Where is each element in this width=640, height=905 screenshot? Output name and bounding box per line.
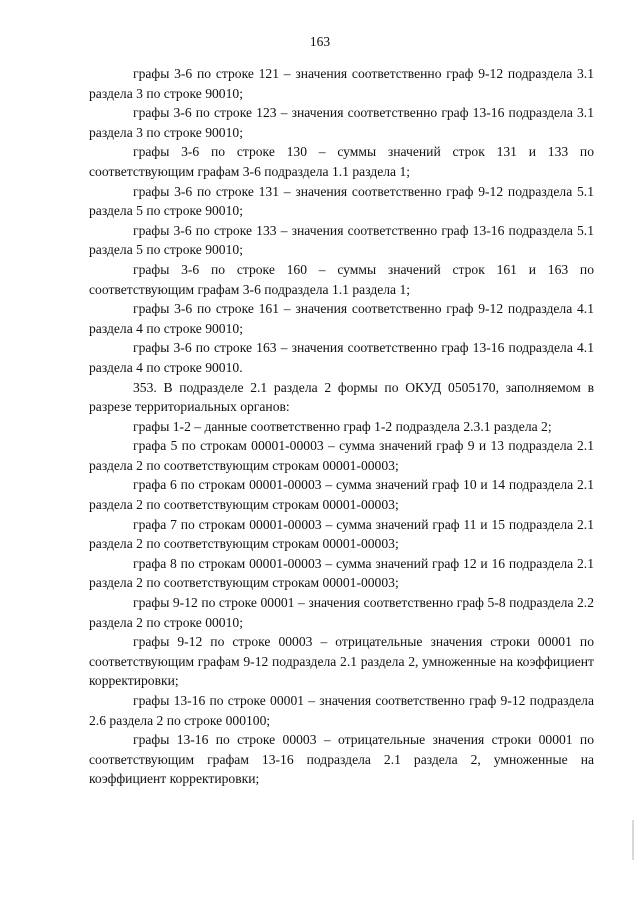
paragraph: графы 3-6 по строке 130 – суммы значений строк 131 и 133 по соответствующим графам 3-6 подраздела 1.1 раздела 1; <box>89 144 594 179</box>
paragraph: графа 7 по строкам 00001-00003 – сумма значений граф 11 и 15 подраздела 2.1 раздела 2 по соответствующим строкам 00001-00003; <box>89 516 594 552</box>
paragraph: графы 3-6 по строке 131 – значения соответственно граф 9-12 подраздела 5.1 раздела 5 по строке 90010; <box>89 183 594 219</box>
paragraph: графы 3-6 по строке 121 – значения соответственно граф 9-12 подраздела 3.1 раздела 3 по строке 90010; <box>89 66 594 101</box>
paragraph: графы 3-6 по строке 123 – значения соответственно граф 13-16 подраздела 3.1 раздела 3 по строке 90010; <box>89 105 594 140</box>
paragraph: графы 3-6 по строке 163 – значения соответственно граф 13-16 подраздела 4.1 раздела 4 по строке 90010. <box>89 340 594 375</box>
paragraph: графа 5 по строкам 00001-00003 – сумма значений граф 9 и 13 подраздела 2.1 раздела 2 по соответствующим строкам 00001-00003; <box>89 438 594 473</box>
paragraph: графы 3-6 по строке 133 – значения соответственно граф 13-16 подраздела 5.1 раздела 5 по строке 90010; <box>89 222 594 258</box>
paragraph: графы 1-2 – данные соответственно граф 1-2 подраздела 2.3.1 раздела 2; <box>133 418 552 434</box>
document-body <box>89 64 594 789</box>
section-paragraph: 353. В подразделе 2.1 раздела 2 формы по ОКУД 0505170, заполняемом в разрезе территориальных органов: <box>89 379 594 415</box>
paragraph: графы 3-6 по строке 161 – значения соответственно граф 9-12 подраздела 4.1 раздела 4 по строке 90010; <box>89 301 594 336</box>
paragraph: графа 8 по строкам 00001-00003 – сумма значений граф 12 и 16 подраздела 2.1 раздела 2 по соответствующим строкам 00001-00003; <box>89 555 594 591</box>
paragraph: графы 3-6 по строке 160 – суммы значений строк 161 и 163 по соответствующим графам 3-6 подраздела 1.1 раздела 1; <box>89 261 594 297</box>
paragraph: графы 13-16 по строке 00001 – значения соответственно граф 9-12 подраздела 2.6 раздела 2 по строке 000100; <box>89 693 594 728</box>
paragraph: графы 13-16 по строке 00003 – отрицательные значения строки 00001 по соответствующим графам 13-16 подраздела 2.1 раздела 2, умноженные на коэффициент корректировки; <box>89 732 594 787</box>
scan-edge-mark <box>632 820 634 860</box>
page-number: 163 <box>309 34 331 49</box>
paragraph: графа 6 по строкам 00001-00003 – сумма значений граф 10 и 14 подраздела 2.1 раздела 2 по соответствующим строкам 00001-00003; <box>89 477 594 513</box>
paragraph: графы 9-12 по строке 00003 – отрицательные значения строки 00001 по соответствующим графам 9-12 подраздела 2.1 раздела 2, умноженные на коэффициент корректировки; <box>89 634 594 689</box>
paragraph: графы 9-12 по строке 00001 – значения соответственно граф 5-8 подраздела 2.2 раздела 2 по строке 00010; <box>89 595 594 630</box>
